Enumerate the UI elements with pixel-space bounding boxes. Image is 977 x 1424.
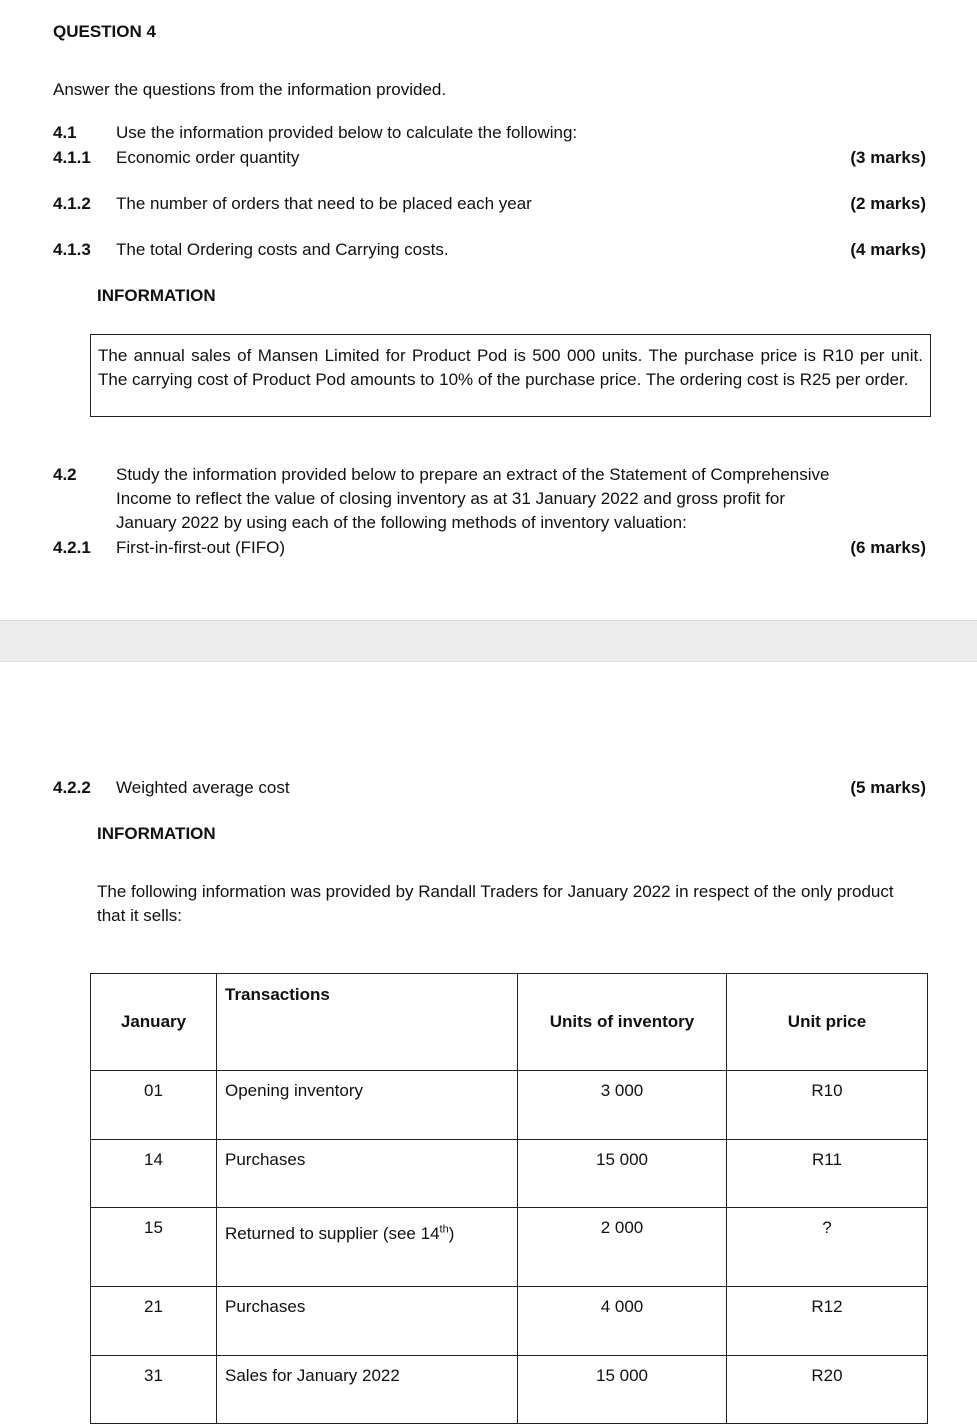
header-price: Unit price xyxy=(727,974,928,1071)
row-price: R20 xyxy=(727,1356,928,1424)
row-price: ? xyxy=(727,1208,928,1287)
q413-text: The total Ordering costs and Carrying costs. xyxy=(116,240,449,259)
row-price: R10 xyxy=(727,1071,928,1140)
q422-number: 4.2.2 xyxy=(53,778,91,797)
q41-text: Use the information provided below to calculate the following: xyxy=(116,123,578,142)
row-day: 15 xyxy=(91,1208,217,1287)
table-row xyxy=(91,1140,928,1208)
q421-marks: (6 marks) xyxy=(850,538,926,557)
q41-info-heading: INFORMATION xyxy=(97,286,216,305)
question-intro: Answer the questions from the information provided. xyxy=(53,80,447,99)
row-units: 3 000 xyxy=(518,1071,727,1140)
q422-marks: (5 marks) xyxy=(850,778,926,797)
q42-text: Study the information provided below to prepare an extract of the Statement of Comprehensive Income to reflect the value of closing inventory as at 31 January 2022 and gross profit for January 2022 by using each of the following methods of inventory valuation: xyxy=(116,465,830,532)
page-break xyxy=(0,620,977,662)
question-title: QUESTION 4 xyxy=(53,22,156,41)
q413-marks: (4 marks) xyxy=(850,240,926,259)
q411-number: 4.1.1 xyxy=(53,148,91,167)
inventory-table xyxy=(90,973,928,1424)
q42-info-heading: INFORMATION xyxy=(97,824,216,843)
header-units: Units of inventory xyxy=(518,974,727,1071)
row-units: 2 000 xyxy=(518,1208,727,1287)
row-description: Opening inventory xyxy=(217,1071,518,1140)
table-header-row xyxy=(91,974,928,1071)
q41-number: 4.1 xyxy=(53,123,77,142)
q421-number: 4.2.1 xyxy=(53,538,91,557)
table-row xyxy=(91,1287,928,1356)
row-description xyxy=(217,1208,518,1287)
header-january: January xyxy=(91,974,217,1071)
header-transactions: Transactions xyxy=(217,974,518,1071)
table-row xyxy=(91,1208,928,1287)
q411-text: Economic order quantity xyxy=(116,148,300,167)
row-price: R12 xyxy=(727,1287,928,1356)
q42-number: 4.2 xyxy=(53,465,77,484)
row-description-text: Returned to supplier (see 14 xyxy=(225,1224,440,1243)
row-day: 01 xyxy=(91,1071,217,1140)
row-day: 14 xyxy=(91,1140,217,1208)
row-day: 31 xyxy=(91,1356,217,1424)
row-day: 21 xyxy=(91,1287,217,1356)
row-description: Purchases xyxy=(217,1287,518,1356)
table-row xyxy=(91,1356,928,1424)
q412-number: 4.1.2 xyxy=(53,194,91,213)
row-description-superscript: th xyxy=(439,1223,449,1236)
table-row xyxy=(91,1071,928,1140)
q42-info-text: The following information was provided by Randall Traders for January 2022 in respect of the only product that it sells: xyxy=(97,882,894,925)
row-description: Sales for January 2022 xyxy=(217,1356,518,1424)
row-units: 15 000 xyxy=(518,1356,727,1424)
q41-info-box xyxy=(90,334,931,417)
q412-marks: (2 marks) xyxy=(850,194,926,213)
row-description-end: ) xyxy=(448,1224,455,1243)
row-description: Purchases xyxy=(217,1140,518,1208)
q422-text: Weighted average cost xyxy=(116,778,290,797)
q421-text: First-in-first-out (FIFO) xyxy=(116,538,286,557)
row-units: 4 000 xyxy=(518,1287,727,1356)
q412-text: The number of orders that need to be placed each year xyxy=(116,194,532,213)
q411-marks: (3 marks) xyxy=(850,148,926,167)
q41-info-text: The annual sales of Mansen Limited for Product Pod is 500 000 units. The purchase price is R10 per unit. The carrying cost of Product Pod amounts to 10% of the purchase price. The ordering cost is R25 per order. xyxy=(98,346,923,389)
q413-number: 4.1.3 xyxy=(53,240,91,259)
row-price: R11 xyxy=(727,1140,928,1208)
row-units: 15 000 xyxy=(518,1140,727,1208)
